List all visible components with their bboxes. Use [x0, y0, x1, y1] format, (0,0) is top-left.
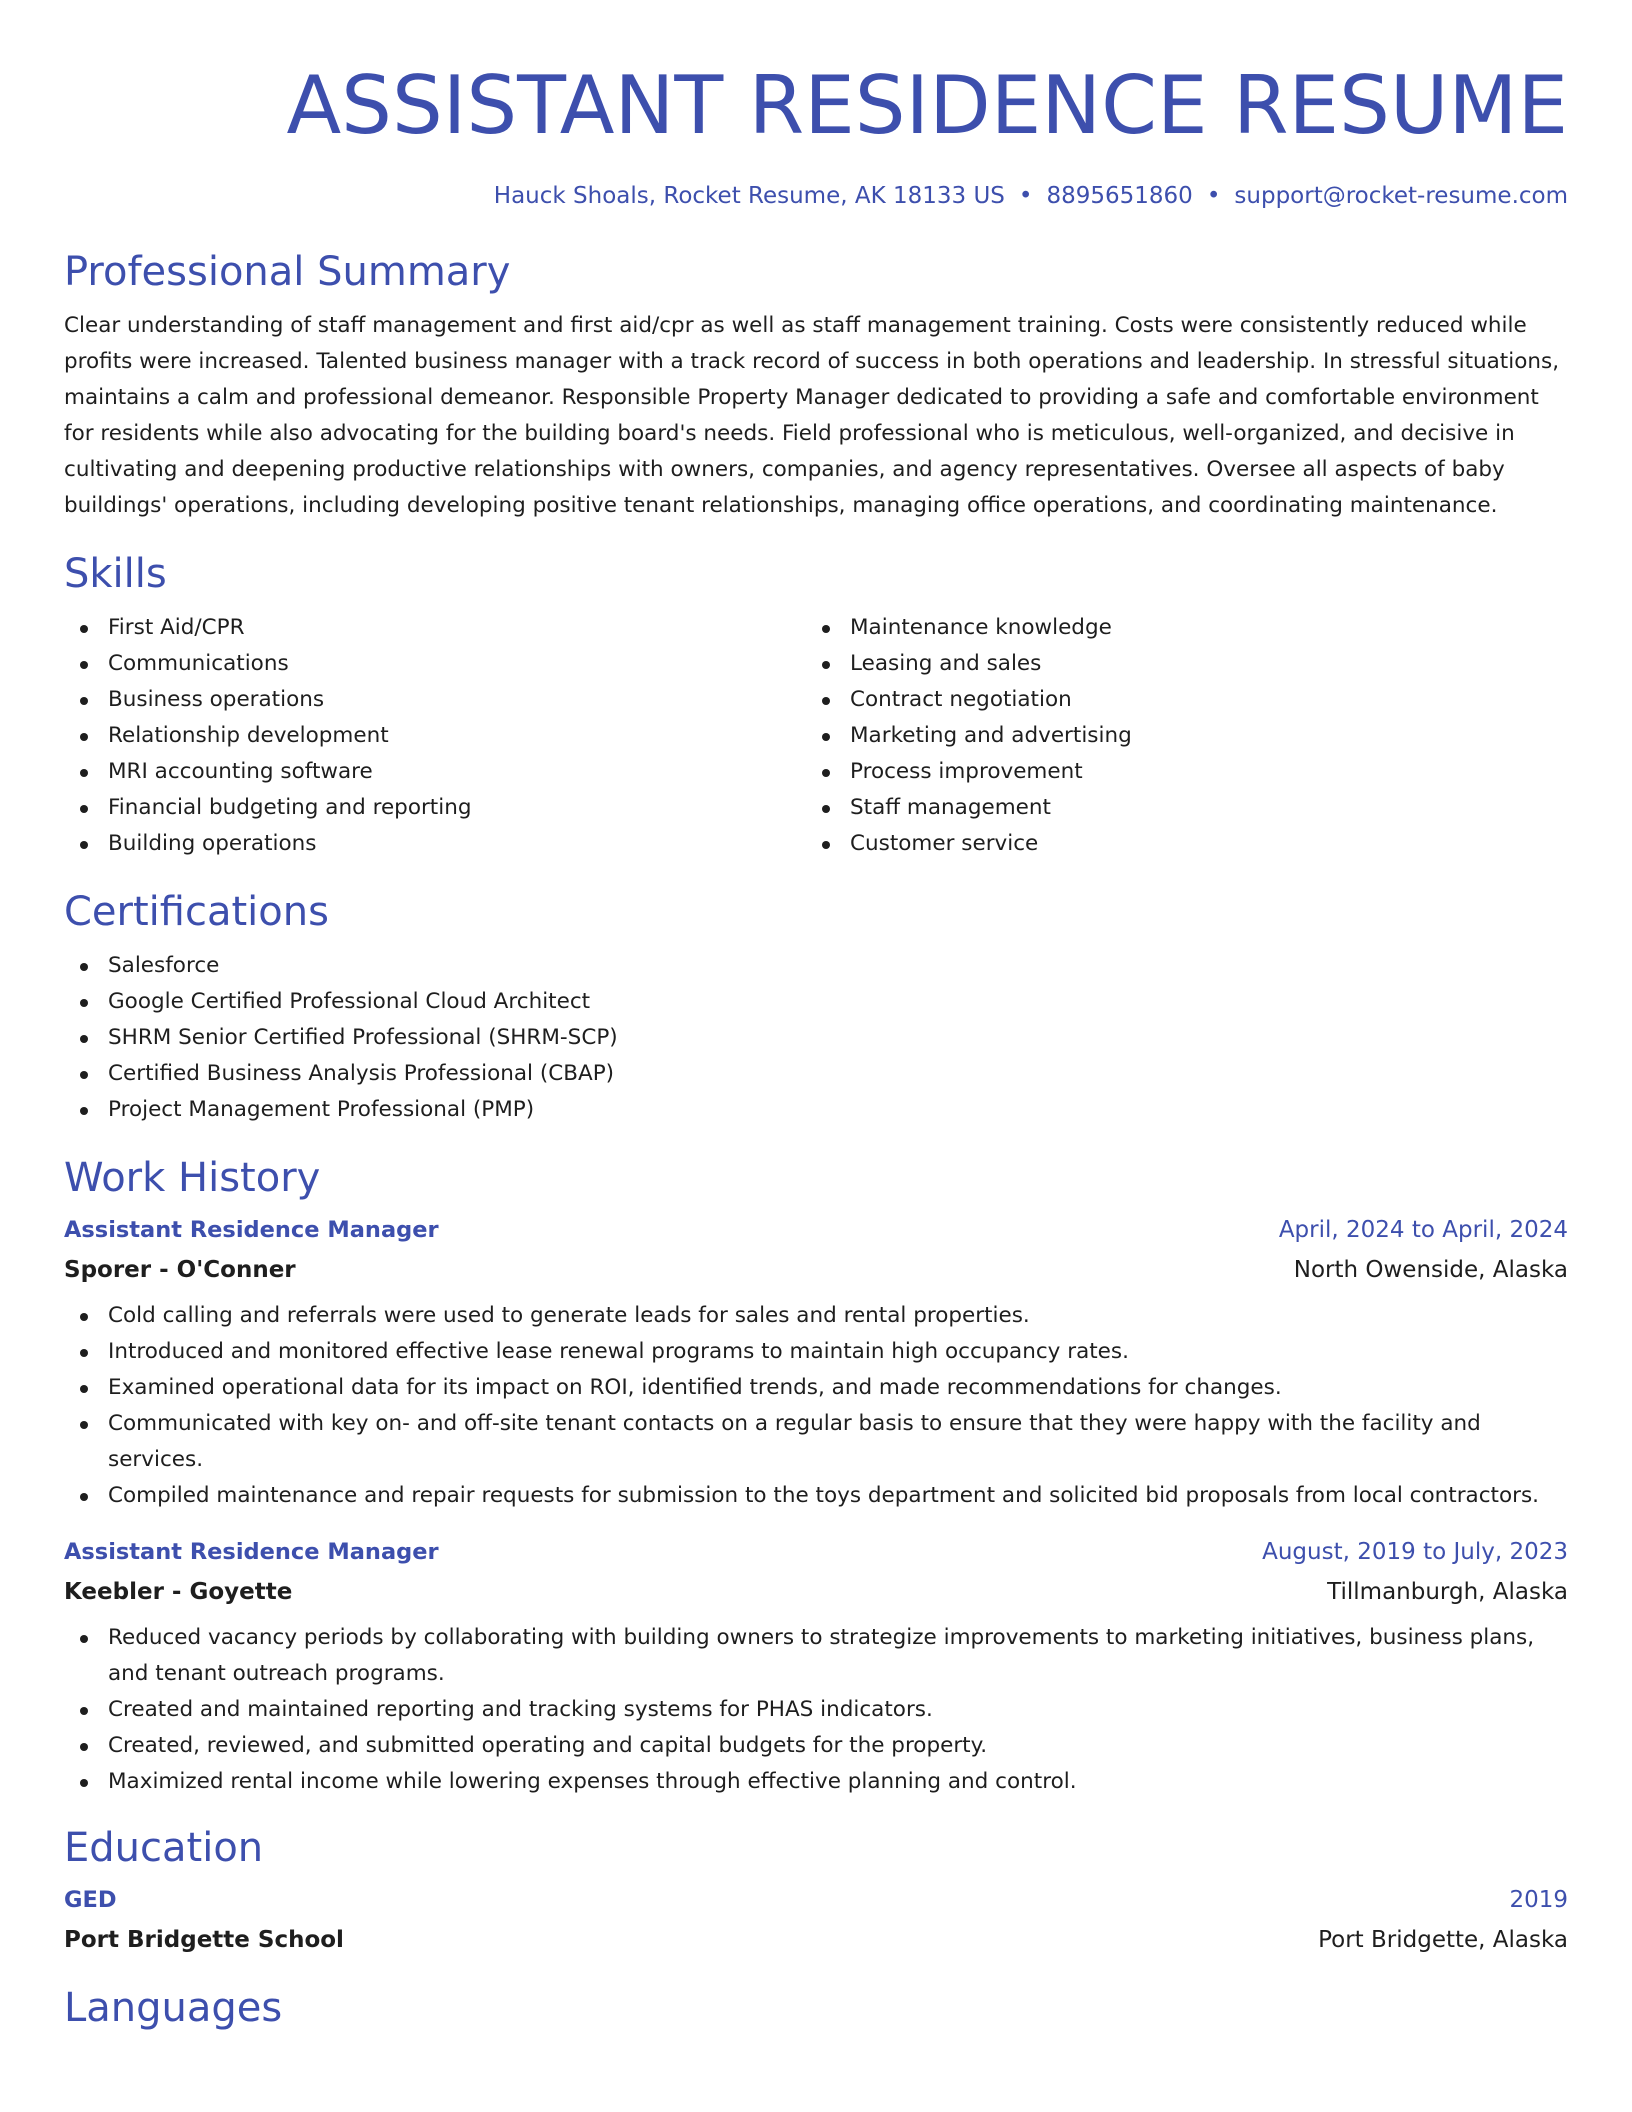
- job-company: Sporer - O'Conner: [64, 1257, 296, 1283]
- contact-email: support@rocket-resume.com: [1234, 183, 1568, 209]
- section-title-skills: Skills: [64, 551, 167, 597]
- list-item: Cold calling and referrals were used to generate leads for sales and rental properties.: [64, 1298, 1568, 1334]
- education-row-bottom: [64, 1920, 1568, 1960]
- education-school: Port Bridgette School: [64, 1927, 344, 1953]
- job-header-row: [64, 1210, 1568, 1250]
- education-location: Port Bridgette, Alaska: [1318, 1927, 1568, 1953]
- list-item: Salesforce: [64, 948, 1568, 984]
- job-bullets: [64, 1298, 1568, 1514]
- list-item: Customer service: [806, 826, 1548, 862]
- job-entry: [64, 1210, 1568, 1514]
- list-item: Project Management Professional (PMP): [64, 1092, 1568, 1128]
- list-item: Created and maintained reporting and tracking systems for PHAS indicators.: [64, 1692, 1568, 1728]
- list-item: Communications: [64, 646, 806, 682]
- contact-phone: 8895651860: [1046, 183, 1193, 209]
- resume-page: [64, 0, 1568, 2034]
- list-item: SHRM Senior Certified Professional (SHRM-SCP): [64, 1020, 1568, 1056]
- section-title-certifications: Certifications: [64, 889, 329, 935]
- work-history-list: [64, 1210, 1568, 1800]
- list-item: Google Certified Professional Cloud Architect: [64, 984, 1568, 1020]
- job-entry: [64, 1532, 1568, 1800]
- separator-dot: •: [1206, 183, 1221, 209]
- section-title-summary: Professional Summary: [64, 249, 511, 295]
- list-item: Introduced and monitored effective lease renewal programs to maintain high occupancy rates.: [64, 1334, 1568, 1370]
- summary-text: Clear understanding of staff management and first aid/cpr as well as staff management training. Costs were consistently reduced while profits were increased. Talented business manager with a track record of success in both operations and leadership. In stressful situations, maintains a calm and professional demeanor. Responsible Property Manager dedicated to providing a safe and comfortable environment for residents while also advocating for the building board's needs. Field professional who is meticulous, well-organized, and decisive in cultivating and deepening productive relationships with owners, companies, and agency representatives. Oversee all aspects of baby buildings' operations, including developing positive tenant relationships, managing office operations, and coordinating maintenance.: [64, 313, 1560, 518]
- education-year: 2019: [1509, 1887, 1568, 1913]
- education-entry: [64, 1880, 1568, 1960]
- education-degree: GED: [64, 1887, 117, 1913]
- separator-dot: •: [1018, 183, 1033, 209]
- list-item: Leasing and sales: [806, 646, 1548, 682]
- certifications-list: [64, 948, 1568, 1128]
- job-company-row: [64, 1572, 1568, 1612]
- job-header-row: [64, 1532, 1568, 1572]
- resume-title: ASSISTANT RESIDENCE RESUME: [286, 59, 1568, 152]
- contact-address: Hauck Shoals, Rocket Resume, AK 18133 US: [493, 183, 1005, 209]
- job-company-row: [64, 1250, 1568, 1290]
- list-item: Examined operational data for its impact on ROI, identified trends, and made recommendations for changes.: [64, 1370, 1568, 1406]
- job-dates: August, 2019 to July, 2023: [1262, 1539, 1568, 1565]
- list-item: Building operations: [64, 826, 806, 862]
- list-item: First Aid/CPR: [64, 610, 806, 646]
- list-item: MRI accounting software: [64, 754, 806, 790]
- list-item: Business operations: [64, 682, 806, 718]
- job-location: North Owenside, Alaska: [1293, 1257, 1568, 1283]
- job-bullets: [64, 1620, 1568, 1800]
- contact-line: [64, 180, 1568, 212]
- job-location: Tillmanburgh, Alaska: [1327, 1579, 1568, 1605]
- job-dates: April, 2024 to April, 2024: [1278, 1217, 1568, 1243]
- list-item: Marketing and advertising: [806, 718, 1548, 754]
- list-item: Reduced vacancy periods by collaborating with building owners to strategize improvements to marketing initiatives, business plans, and tenant outreach programs.: [64, 1620, 1568, 1692]
- list-item: Contract negotiation: [806, 682, 1548, 718]
- list-item: Compiled maintenance and repair requests for submission to the toys department and solicited bid proposals from local contractors.: [64, 1478, 1568, 1514]
- job-company: Keebler - Goyette: [64, 1579, 293, 1605]
- list-item: Maintenance knowledge: [806, 610, 1548, 646]
- list-item: Process improvement: [806, 754, 1548, 790]
- job-title: Assistant Residence Manager: [64, 1539, 439, 1565]
- list-item: Financial budgeting and reporting: [64, 790, 806, 826]
- list-item: Maximized rental income while lowering expenses through effective planning and control.: [64, 1764, 1568, 1800]
- education-row-top: [64, 1880, 1568, 1920]
- skills-columns: [64, 610, 1568, 862]
- section-title-education: Education: [64, 1825, 264, 1871]
- list-item: Certified Business Analysis Professional (CBAP): [64, 1056, 1568, 1092]
- list-item: Relationship development: [64, 718, 806, 754]
- section-title-work-history: Work History: [64, 1155, 321, 1201]
- skills-list-left: [64, 610, 806, 862]
- section-title-languages: Languages: [64, 1985, 283, 2031]
- list-item: Communicated with key on- and off-site tenant contacts on a regular basis to ensure that they were happy with the facility and services.: [64, 1406, 1568, 1478]
- list-item: Created, reviewed, and submitted operating and capital budgets for the property.: [64, 1728, 1568, 1764]
- job-title: Assistant Residence Manager: [64, 1217, 439, 1243]
- skills-list-right: [806, 610, 1548, 862]
- list-item: Staff management: [806, 790, 1548, 826]
